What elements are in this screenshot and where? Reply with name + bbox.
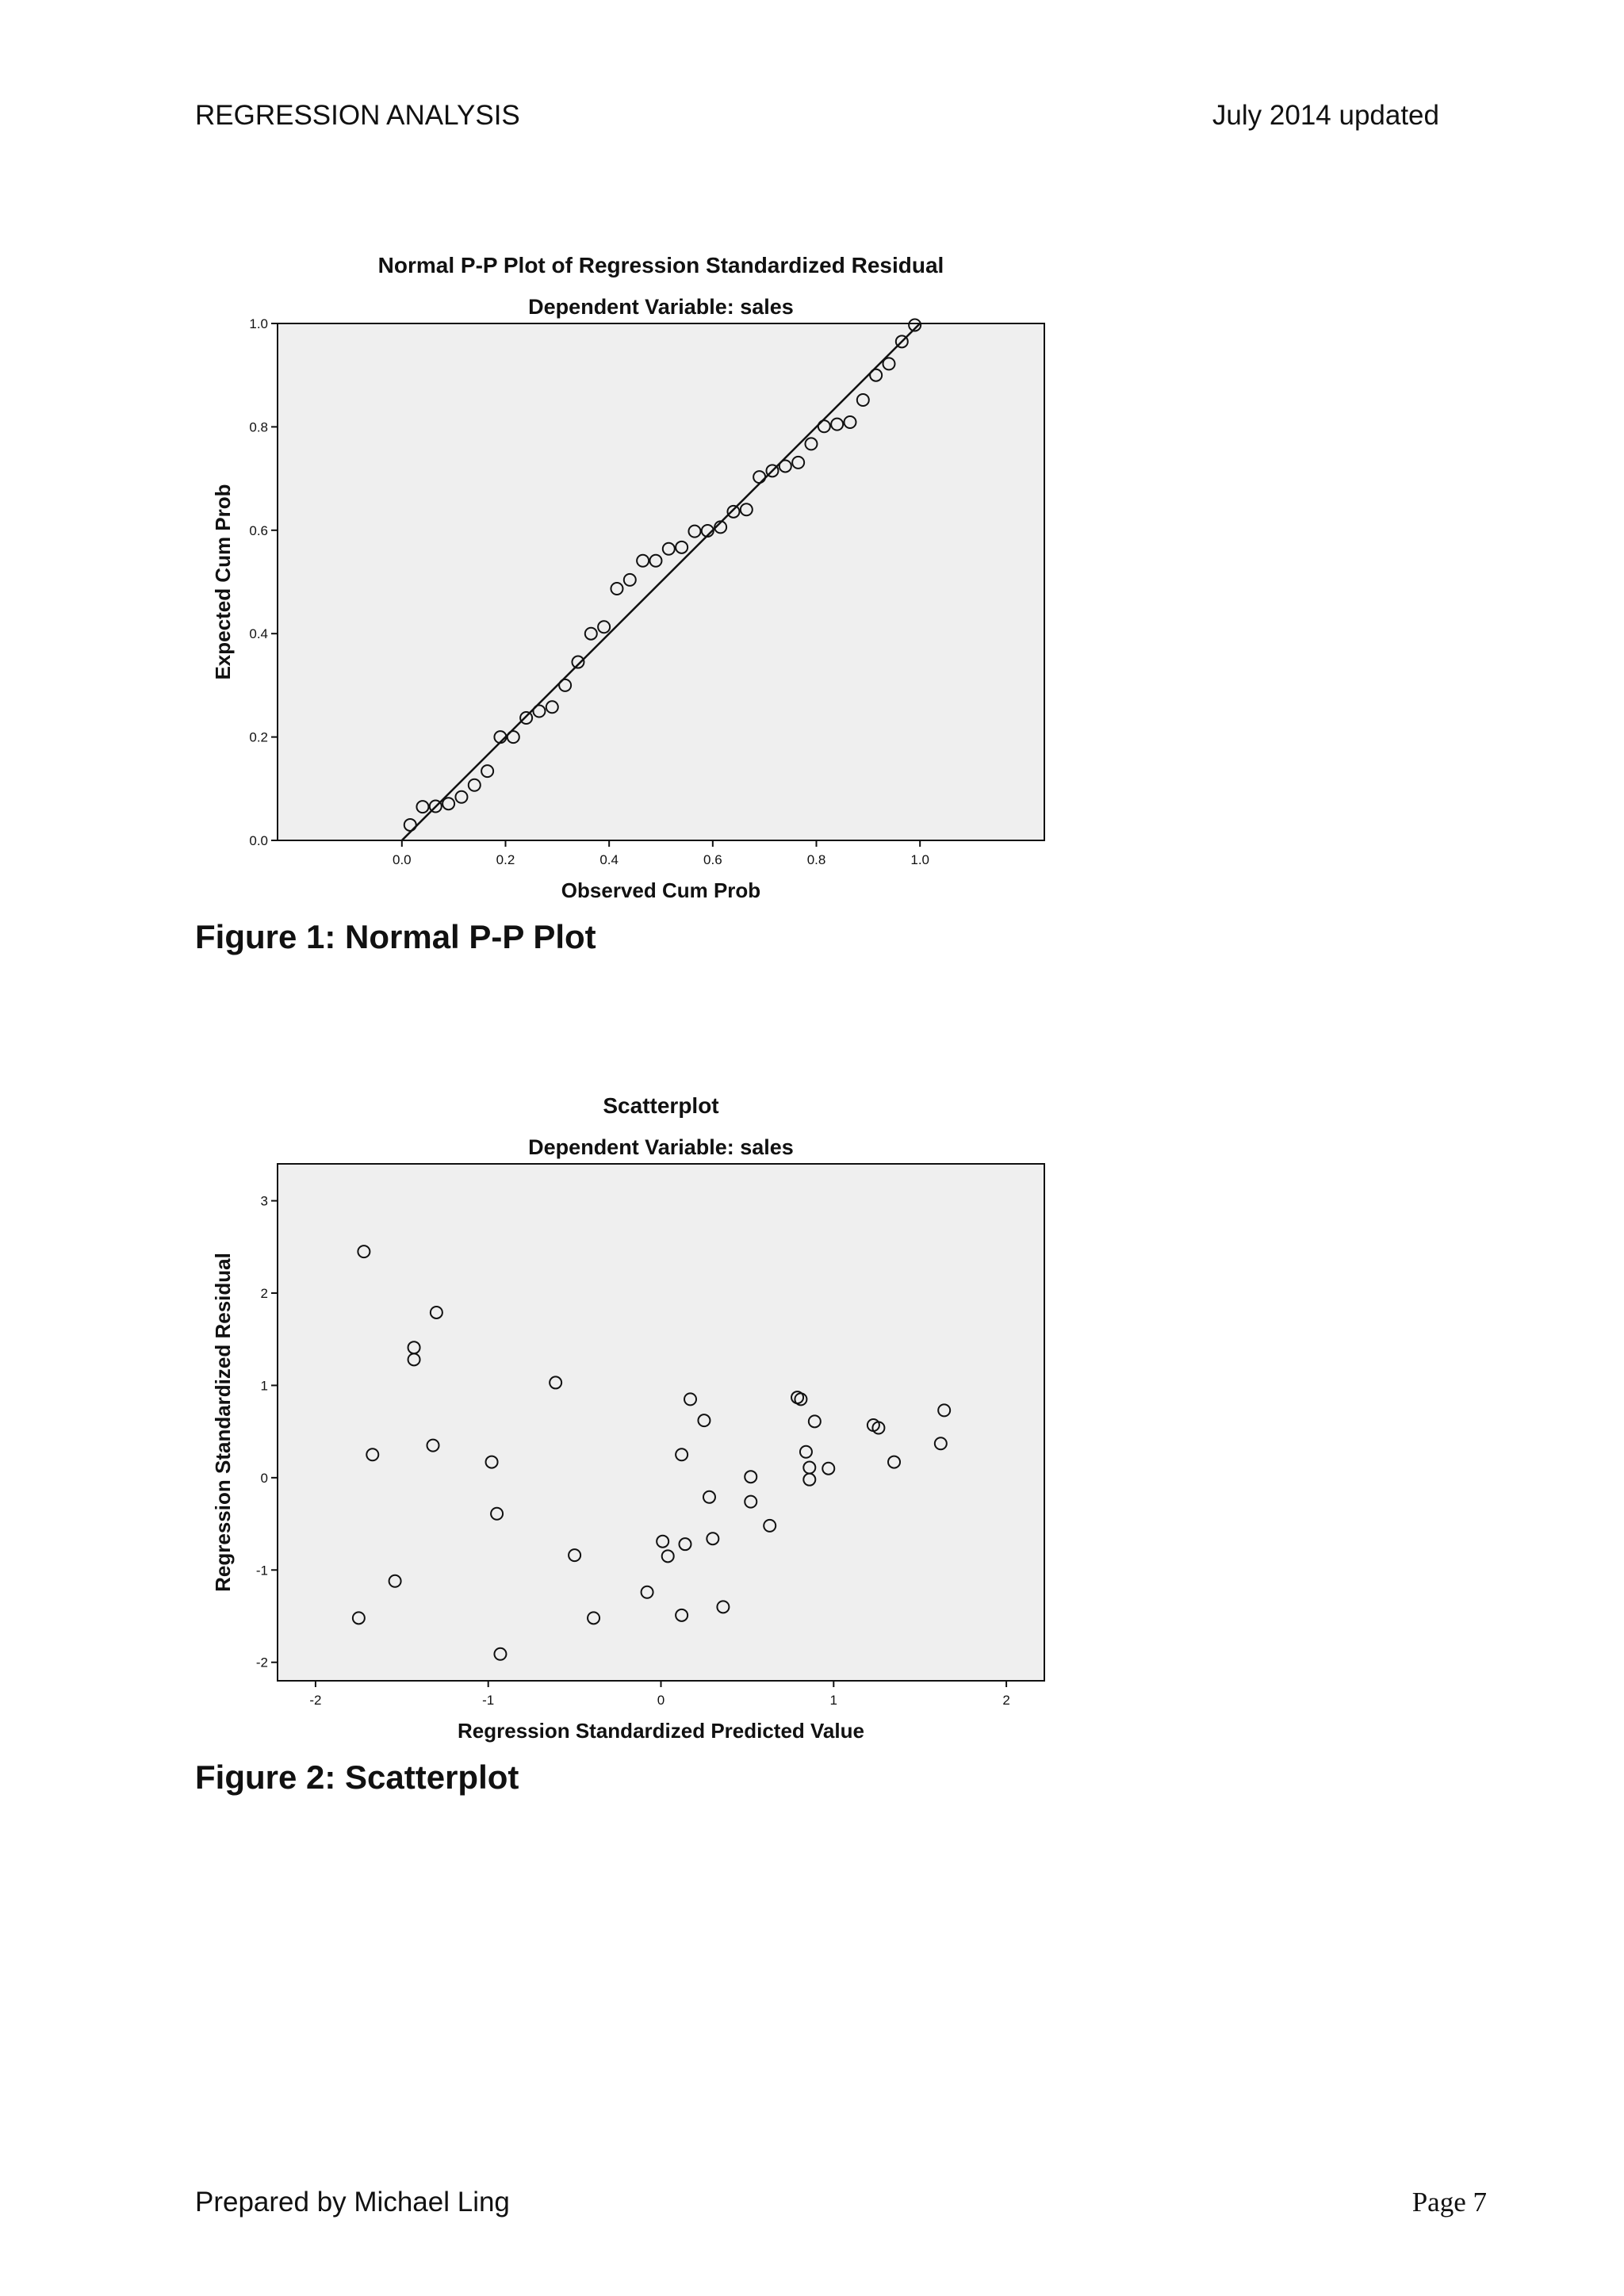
x-tick-label: 1 — [829, 1693, 838, 1708]
y-tick-label: 0.8 — [249, 419, 268, 435]
figure-2-caption: Figure 2: Scatterplot — [195, 1758, 519, 1796]
y-tick-label: -1 — [255, 1563, 268, 1578]
y-tick-label: 0.2 — [249, 729, 268, 745]
x-tick-label: -2 — [309, 1693, 322, 1708]
x-tick-label: 2 — [1002, 1693, 1010, 1708]
y-tick-label: 1 — [260, 1378, 268, 1394]
x-tick-label: 0.4 — [599, 852, 619, 867]
page-footer-left: Prepared by Michael Ling — [195, 2187, 510, 2218]
scatterplot-svg — [0, 1078, 1110, 1760]
figure-1-caption: Figure 1: Normal P-P Plot — [195, 918, 596, 955]
x-tick-label: 0 — [657, 1693, 665, 1708]
y-tick-label: -2 — [255, 1655, 268, 1670]
page-header-right: July 2014 updated — [1212, 100, 1439, 131]
y-tick-label: 0.4 — [249, 626, 268, 642]
x-axis-label: Regression Standardized Predicted Value — [458, 1719, 864, 1743]
x-tick-label: 1.0 — [910, 852, 930, 867]
x-tick-label: 0.2 — [496, 852, 515, 867]
pp-plot-svg — [0, 238, 1110, 920]
y-tick-label: 3 — [260, 1193, 268, 1209]
x-tick-label: 0.0 — [392, 852, 412, 867]
y-axis-label: Expected Cum Prob — [211, 484, 235, 680]
chart-title: Scatterplot — [603, 1093, 719, 1118]
x-tick-label: 0.8 — [806, 852, 826, 867]
chart-subtitle: Dependent Variable: sales — [528, 295, 794, 319]
y-tick-label: 0.0 — [249, 833, 268, 848]
x-tick-label: 0.6 — [703, 852, 722, 867]
y-tick-label: 0 — [260, 1470, 268, 1486]
y-tick-label: 2 — [260, 1286, 268, 1301]
chart-title: Normal P-P Plot of Regression Standardized Residual — [377, 253, 944, 277]
chart-subtitle: Dependent Variable: sales — [528, 1135, 794, 1159]
scatterplot-chart — [0, 1078, 1110, 1760]
y-axis-label: Regression Standardized Residual — [211, 1253, 235, 1592]
pp-plot-chart — [0, 238, 1110, 920]
x-tick-label: -1 — [482, 1693, 495, 1708]
y-tick-label: 1.0 — [249, 316, 268, 331]
y-tick-label: 0.6 — [249, 522, 268, 538]
x-axis-label: Observed Cum Prob — [561, 878, 761, 902]
page-header-left: REGRESSION ANALYSIS — [195, 100, 520, 131]
page-number: Page 7 — [1411, 2187, 1487, 2218]
plot-area — [278, 1164, 1044, 1681]
